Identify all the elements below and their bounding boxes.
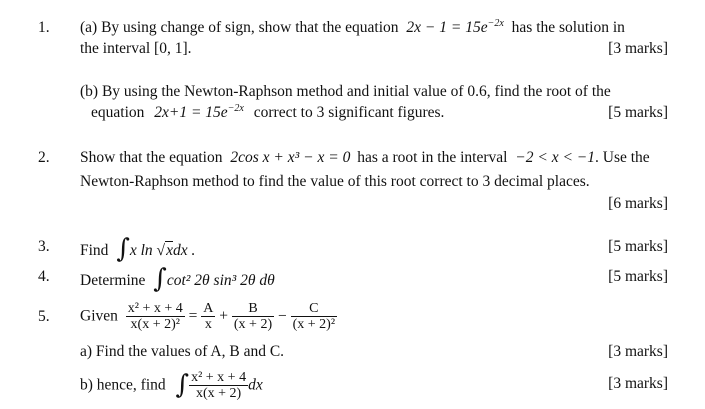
q1a-text-end: has the solution in [511, 19, 625, 36]
q3-integrand: x ln [129, 242, 153, 259]
q4-line [80, 264, 275, 294]
question-number: 5. [38, 308, 50, 325]
q1b-line2 [91, 104, 444, 122]
q1b-exponent: −2x [227, 102, 244, 114]
q3-text: Find [80, 242, 109, 259]
integral-sign-icon: ∫ [116, 234, 130, 264]
q3-line [80, 234, 196, 264]
q1a-equation: 2x − 1 = 15e [406, 19, 488, 36]
q4-marks: [5 marks] [608, 268, 668, 285]
q5b-marks: [3 marks] [608, 375, 668, 392]
q1b-marks: [5 marks] [608, 104, 668, 121]
q1b-text-end: correct to 3 significant figures. [253, 104, 445, 121]
equals-sign: = [188, 307, 198, 325]
q2-text: Show that the equation [80, 149, 223, 166]
q1a-marks: [3 marks] [608, 40, 668, 57]
q2-line2: Newton-Raphson method to find the value of this root correct to 3 decimal places. [80, 173, 590, 190]
q4-integrand: cot² 2θ sin³ 2θ dθ [166, 272, 275, 289]
q5b-dx: dx [248, 376, 263, 394]
q1b-line1: (b) By using the Newton-Raphson method and initial value of 0.6, find the root of the [80, 83, 611, 100]
q5-term-c-den: (x + 2)² [292, 316, 336, 332]
q5-lhs-fraction [126, 301, 185, 332]
q5b-line [80, 366, 263, 404]
sqrt-icon: √ [156, 242, 166, 259]
q2-text-end: . Use the [595, 149, 650, 166]
plus-sign: + [219, 307, 229, 325]
q5b-num: x² + x + 4 [191, 369, 247, 385]
q5-equation [80, 297, 337, 335]
question-number: 4. [38, 268, 50, 285]
integral-sign-icon: ∫ [153, 264, 167, 294]
q5-term-c-num: C [309, 300, 319, 316]
q5-term-b-den: (x + 2) [233, 316, 273, 332]
q5-term-c [291, 301, 337, 332]
q2-interval: −2 < x < −1 [515, 149, 596, 166]
q5-term-a [201, 301, 215, 332]
q4-text: Determine [80, 272, 146, 289]
integral-sign-icon: ∫ [175, 370, 190, 401]
q1a-text: (a) By using change of sign, show that the equation [80, 19, 399, 36]
q5-term-a-den: x [201, 316, 215, 332]
q3-dx: dx . [172, 242, 196, 259]
q5a-marks: [3 marks] [608, 343, 668, 360]
q5a-text: a) Find the values of A, B and C. [80, 343, 285, 360]
question-number: 1. [38, 19, 50, 36]
q5-term-b [232, 301, 274, 332]
q5-lhs-den: x(x + 2)² [126, 316, 185, 332]
q5b-text: b) hence, find [80, 376, 166, 394]
q3-sqrt-arg: x [166, 242, 173, 259]
q1a-exponent: −2x [487, 17, 504, 29]
question-number: 2. [38, 149, 50, 166]
q3-marks: [5 marks] [608, 238, 668, 255]
q5b-den: x(x + 2) [189, 385, 248, 401]
q5-term-b-num: B [248, 300, 258, 316]
q2-equation: 2cos x + x³ − x = 0 [230, 149, 351, 166]
q2-text-mid: has a root in the interval [357, 149, 508, 166]
q5-lhs-num: x² + x + 4 [127, 300, 183, 316]
q5-term-a-num: A [203, 300, 214, 316]
minus-sign: − [278, 307, 287, 325]
q5b-fraction [189, 370, 248, 401]
q1b-equation: 2x+1 = 15e [154, 104, 228, 121]
q1b-text: equation [91, 104, 145, 121]
q2-line1 [80, 149, 650, 167]
q1a-line1 [80, 19, 625, 37]
q2-marks: [6 marks] [608, 195, 668, 212]
q1a-line2: the interval [0, 1]. [80, 40, 192, 57]
q5-text: Given [80, 307, 118, 325]
question-number: 3. [38, 238, 50, 255]
